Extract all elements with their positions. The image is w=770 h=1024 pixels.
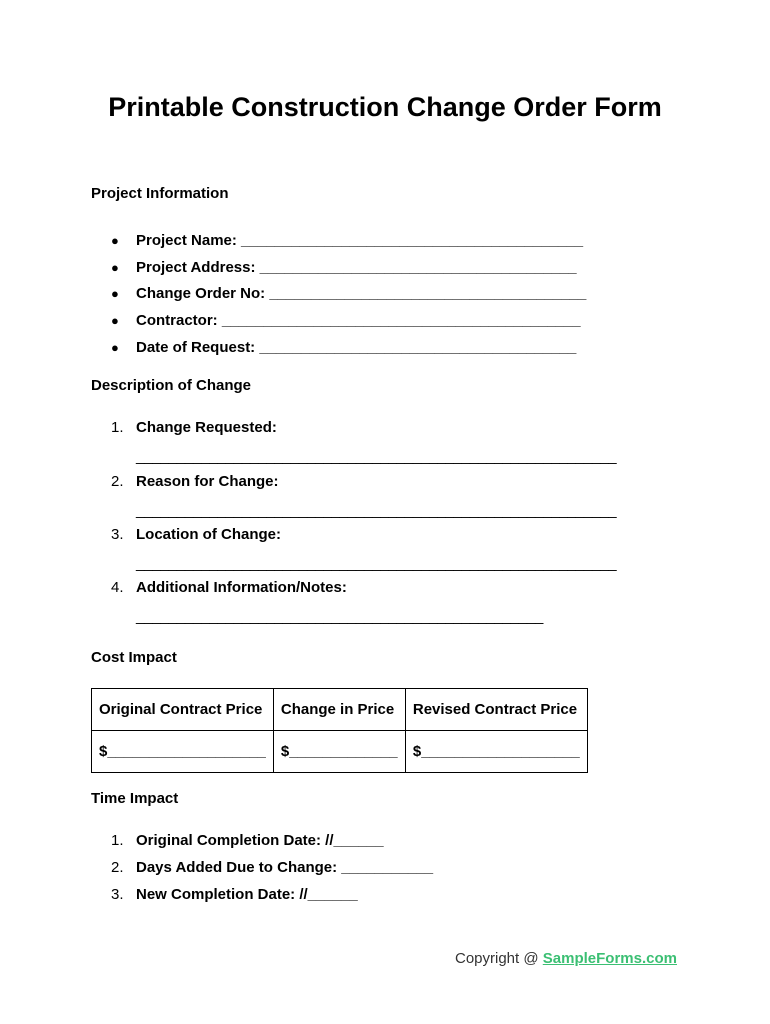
list-item (111, 227, 586, 254)
bullet-icon: ● (111, 286, 119, 302)
location-of-change-field[interactable]: ___________________________________________________________ (136, 555, 617, 572)
list-item (111, 307, 586, 334)
table-row (92, 731, 588, 773)
bullet-icon: ● (111, 312, 119, 328)
project-name-field[interactable]: Project Name: _________________________________________ (136, 231, 584, 249)
change-requested-label: Change Requested: (136, 419, 277, 436)
column-header: Revised Contract Price (405, 689, 587, 731)
list-item (111, 334, 586, 361)
additional-notes-field[interactable]: __________________________________________________ (136, 608, 544, 625)
page-title: Printable Construction Change Order Form (108, 92, 662, 122)
list-item (111, 832, 611, 849)
revised-contract-price-field[interactable]: $___________________ (405, 731, 587, 773)
column-header: Original Contract Price (92, 689, 274, 731)
sampleforms-link[interactable]: SampleForms.com (542, 950, 677, 967)
list-item (111, 526, 611, 543)
change-order-no-field[interactable]: Change Order No: ______________________________________ (136, 285, 587, 303)
table-header-row (92, 689, 588, 731)
item-number: 2. (111, 473, 124, 490)
list-item (111, 579, 611, 596)
time-impact-heading: Time Impact (91, 790, 179, 807)
contractor-field[interactable]: Contractor: ___________________________________________ (136, 311, 581, 329)
change-in-price-field[interactable]: $_____________ (273, 731, 405, 773)
copyright-text: Copyright @ (455, 950, 543, 967)
days-added-field[interactable]: Days Added Due to Change: ___________ (136, 859, 434, 876)
project-address-field[interactable]: Project Address: ______________________________________ (136, 258, 577, 276)
copyright-footer (455, 950, 677, 967)
project-information-heading: Project Information (91, 185, 229, 202)
item-number: 3. (111, 886, 124, 903)
item-number: 1. (111, 419, 124, 436)
column-header: Change in Price (273, 689, 405, 731)
item-number: 1. (111, 832, 124, 849)
original-completion-date-field[interactable]: Original Completion Date: //______ (136, 832, 384, 849)
new-completion-date-field[interactable]: New Completion Date: //______ (136, 886, 358, 903)
cost-impact-table (91, 688, 588, 773)
bullet-icon: ● (111, 232, 119, 248)
list-item (111, 280, 586, 307)
reason-for-change-field[interactable]: ___________________________________________________________ (136, 502, 617, 519)
bullet-icon: ● (111, 339, 119, 355)
list-item (111, 254, 586, 281)
change-requested-field[interactable]: ___________________________________________________________ (136, 448, 617, 465)
description-of-change-heading: Description of Change (91, 377, 252, 394)
item-number: 4. (111, 579, 124, 596)
item-number: 2. (111, 859, 124, 876)
additional-notes-label: Additional Information/Notes: (136, 579, 347, 596)
date-of-request-field[interactable]: Date of Request: ______________________________________ (136, 338, 577, 356)
cost-impact-heading: Cost Impact (91, 649, 177, 666)
list-item (111, 419, 611, 436)
reason-for-change-label: Reason for Change: (136, 473, 279, 490)
item-number: 3. (111, 526, 124, 543)
location-of-change-label: Location of Change: (136, 526, 281, 543)
list-item (111, 859, 611, 876)
bullet-icon: ● (111, 259, 119, 275)
list-item (111, 886, 611, 903)
project-information-list (111, 227, 586, 360)
list-item (111, 473, 611, 490)
original-contract-price-field[interactable]: $___________________ (92, 731, 274, 773)
